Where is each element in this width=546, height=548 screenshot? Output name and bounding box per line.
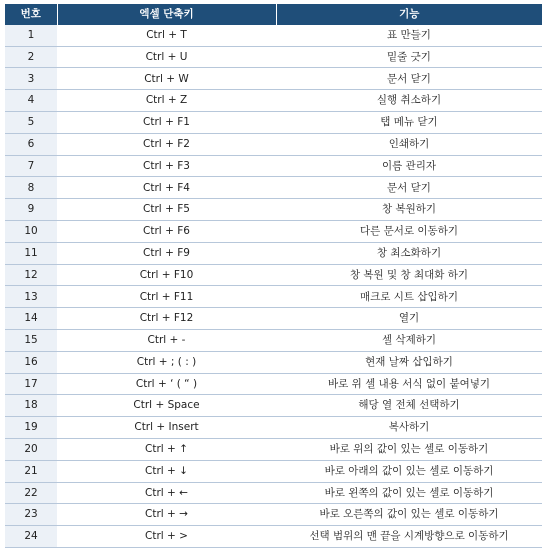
row-number: 3 <box>5 68 57 90</box>
function-cell: 인쇄하기 <box>276 133 542 155</box>
row-number: 11 <box>5 242 57 264</box>
shortcut-cell: Ctrl + F9 <box>57 242 276 264</box>
table-row <box>5 329 542 351</box>
function-cell: 바로 왼쪽의 값이 있는 셀로 이동하기 <box>276 482 542 504</box>
shortcut-cell: Ctrl + F2 <box>57 133 276 155</box>
row-number: 20 <box>5 438 57 460</box>
table-row <box>5 177 542 199</box>
shortcut-table <box>5 4 542 548</box>
row-number: 16 <box>5 351 57 373</box>
table-row <box>5 242 542 264</box>
function-cell: 문서 닫기 <box>276 177 542 199</box>
header-function: 기능 <box>276 4 542 25</box>
function-cell: 창 복원하기 <box>276 199 542 221</box>
row-number: 10 <box>5 220 57 242</box>
function-cell: 탭 메뉴 닫기 <box>276 111 542 133</box>
function-cell: 바로 오른쪽의 값이 있는 셀로 이동하기 <box>276 504 542 526</box>
table-row <box>5 220 542 242</box>
shortcut-cell: Ctrl + F6 <box>57 220 276 242</box>
function-cell: 셀 삭제하기 <box>276 329 542 351</box>
table-row <box>5 90 542 112</box>
row-number: 5 <box>5 111 57 133</box>
table-row <box>5 308 542 330</box>
function-cell: 문서 닫기 <box>276 68 542 90</box>
function-cell: 표 만들기 <box>276 25 542 46</box>
function-cell: 밑줄 긋기 <box>276 46 542 68</box>
table-row <box>5 417 542 439</box>
shortcut-cell: Ctrl + > <box>57 526 276 548</box>
shortcut-cell: Ctrl + F3 <box>57 155 276 177</box>
row-number: 15 <box>5 329 57 351</box>
shortcut-cell: Ctrl + - <box>57 329 276 351</box>
function-cell: 다른 문서로 이동하기 <box>276 220 542 242</box>
header-shortcut: 엑셀 단축키 <box>57 4 276 25</box>
function-cell: 바로 위의 값이 있는 셀로 이동하기 <box>276 438 542 460</box>
function-cell: 실행 취소하기 <box>276 90 542 112</box>
row-number: 17 <box>5 373 57 395</box>
shortcut-cell: Ctrl + Space <box>57 395 276 417</box>
table-row <box>5 264 542 286</box>
shortcut-cell: Ctrl + F5 <box>57 199 276 221</box>
shortcut-cell: Ctrl + U <box>57 46 276 68</box>
shortcut-cell: Ctrl + ‘ ( “ ) <box>57 373 276 395</box>
table-row <box>5 199 542 221</box>
function-cell: 바로 아래의 값이 있는 셀로 이동하기 <box>276 460 542 482</box>
row-number: 21 <box>5 460 57 482</box>
row-number: 24 <box>5 526 57 548</box>
shortcut-cell: Ctrl + F4 <box>57 177 276 199</box>
function-cell: 해당 열 전체 선택하기 <box>276 395 542 417</box>
function-cell: 창 최소화하기 <box>276 242 542 264</box>
row-number: 2 <box>5 46 57 68</box>
shortcut-cell: Ctrl + F11 <box>57 286 276 308</box>
shortcut-cell: Ctrl + Z <box>57 90 276 112</box>
table-row <box>5 482 542 504</box>
row-number: 23 <box>5 504 57 526</box>
table-row <box>5 286 542 308</box>
table-row <box>5 526 542 548</box>
table-row <box>5 46 542 68</box>
function-cell: 바로 위 셀 내용 서식 없이 붙여넣기 <box>276 373 542 395</box>
function-cell: 선택 범위의 맨 끝을 시계방향으로 이동하기 <box>276 526 542 548</box>
row-number: 7 <box>5 155 57 177</box>
shortcut-cell: Ctrl + F10 <box>57 264 276 286</box>
table-row <box>5 133 542 155</box>
function-cell: 이름 관리자 <box>276 155 542 177</box>
shortcut-cell: Ctrl + ← <box>57 482 276 504</box>
shortcut-cell: Ctrl + T <box>57 25 276 46</box>
shortcut-cell: Ctrl + ↓ <box>57 460 276 482</box>
table-row <box>5 504 542 526</box>
function-cell: 매크로 시트 삽입하기 <box>276 286 542 308</box>
table-row <box>5 373 542 395</box>
table-row <box>5 395 542 417</box>
row-number: 8 <box>5 177 57 199</box>
header-number: 번호 <box>5 4 57 25</box>
shortcut-cell: Ctrl + ; ( : ) <box>57 351 276 373</box>
row-number: 9 <box>5 199 57 221</box>
row-number: 1 <box>5 25 57 46</box>
row-number: 12 <box>5 264 57 286</box>
table-row <box>5 111 542 133</box>
row-number: 18 <box>5 395 57 417</box>
table-body <box>5 25 542 548</box>
shortcut-cell: Ctrl + ↑ <box>57 438 276 460</box>
function-cell: 열기 <box>276 308 542 330</box>
row-number: 4 <box>5 90 57 112</box>
shortcut-cell: Ctrl + F12 <box>57 308 276 330</box>
row-number: 14 <box>5 308 57 330</box>
row-number: 19 <box>5 417 57 439</box>
shortcut-cell: Ctrl + → <box>57 504 276 526</box>
function-cell: 창 복원 및 창 최대화 하기 <box>276 264 542 286</box>
function-cell: 현재 날짜 삽입하기 <box>276 351 542 373</box>
shortcut-cell: Ctrl + Insert <box>57 417 276 439</box>
table-row <box>5 460 542 482</box>
function-cell: 복사하기 <box>276 417 542 439</box>
row-number: 22 <box>5 482 57 504</box>
table-row <box>5 25 542 46</box>
table-row <box>5 68 542 90</box>
row-number: 6 <box>5 133 57 155</box>
row-number: 13 <box>5 286 57 308</box>
table-header <box>5 4 542 25</box>
table-row <box>5 155 542 177</box>
shortcut-cell: Ctrl + W <box>57 68 276 90</box>
table-row <box>5 438 542 460</box>
header-row <box>5 4 542 25</box>
table-row <box>5 351 542 373</box>
shortcut-cell: Ctrl + F1 <box>57 111 276 133</box>
